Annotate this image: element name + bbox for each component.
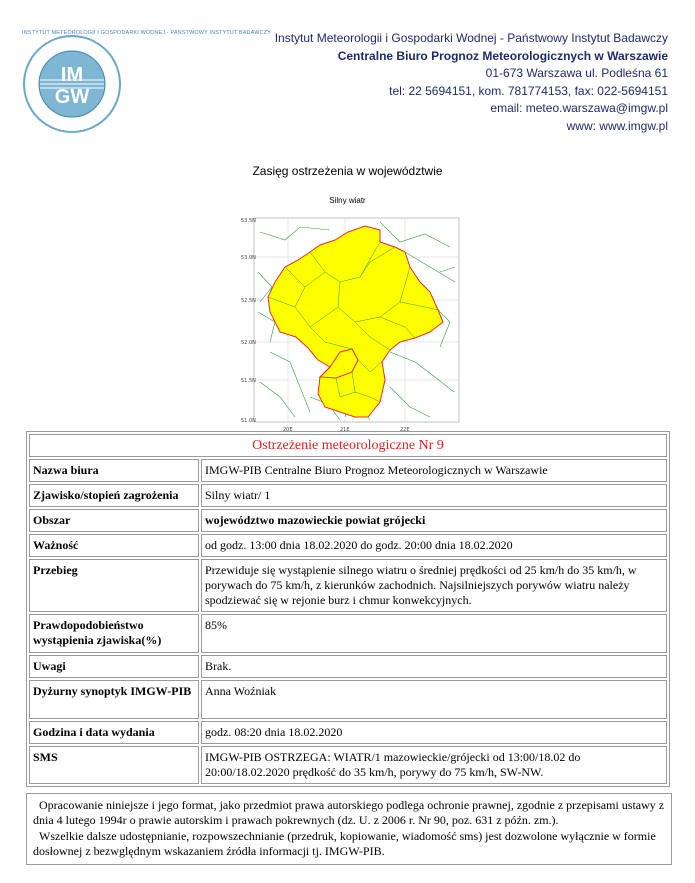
copyright-notice [26, 793, 672, 865]
table-row [29, 655, 667, 678]
phone: tel: 22 5694151, kom. 781774153, fax: 022-5694151 [389, 83, 668, 98]
row-label: Dyżurny synoptyk IMGW-PIB [29, 680, 199, 719]
lat-label: 51.0N [241, 418, 256, 424]
lon-label: 20E [283, 427, 293, 433]
table-row [29, 614, 667, 653]
warning-table [26, 431, 670, 787]
row-value: od godz. 13:00 dnia 18.02.2020 do godz. 20:00 dnia 18.02.2020 [201, 534, 667, 557]
row-label: Ważność [29, 534, 199, 557]
bureau-name: Centralne Biuro Prognoz Meteorologicznych w Warszawie [337, 48, 668, 63]
row-value: Silny wiatr/ 1 [201, 484, 667, 507]
lat-label: 52.0N [241, 340, 256, 346]
table-row [29, 559, 667, 612]
row-label: Przebieg [29, 559, 199, 612]
row-label: Uwagi [29, 655, 199, 678]
table-row [29, 534, 667, 557]
lat-label: 53.5N [241, 218, 256, 224]
row-label: Obszar [29, 509, 199, 532]
row-value: godz. 08:20 dnia 18.02.2020 [201, 721, 667, 744]
row-label: Prawdopodobieństwo wystąpienia zjawiska(%) [29, 614, 199, 653]
row-value: Anna Woźniak [201, 680, 667, 719]
copyright-paragraph: Opracowanie niniejsze i jego format, jako przedmiot prawa autorskiego podlega ochronie prawnej, zgodnie z przepisami ustawy z dnia 4 lutego 1994r o prawie autorskim i prawach pokrewnych (dz. U. z 2006 r. Nr 90, poz. 631 z późn. zm.). [33, 798, 665, 828]
lon-label: 21E [340, 427, 350, 433]
row-value: Przewiduje się wystąpienie silnego wiatru o średniej prędkości od 25 km/h do 35 km/h, w porywach do 75 km/h, z kierunków zachodnich. Najsilniejszych porywów wiatru należy spodziewać się w rejonie burz i chmur konwekcyjnych. [201, 559, 667, 612]
row-value: województwo mazowieckie powiat grójecki [201, 509, 667, 532]
lat-label: 51.5N [241, 378, 256, 384]
institution-header [275, 30, 668, 136]
row-label: Zjawisko/stopień zagrożenia [29, 484, 199, 507]
institution-name: Instytut Meteorologii i Gospodarki Wodnej - Państwowy Instytut Badawczy [274, 31, 668, 45]
lat-label: 52.5N [241, 298, 256, 304]
logo-text-top: IM [60, 64, 84, 86]
row-label: SMS [29, 746, 199, 784]
logo-ring-text: INSTYTUT METEOROLOGII I GOSPODARKI WODNEJ · PAŃSTWOWY INSTYTUT BADAWCZY [22, 30, 272, 36]
lon-label: 22E [400, 427, 410, 433]
map-title: Zasięg ostrzeżenia w województwie [252, 164, 443, 178]
logo-text-bottom: GW [54, 86, 90, 108]
table-row [29, 484, 667, 507]
row-label: Nazwa biura [29, 459, 199, 482]
table-row [29, 721, 667, 744]
table-row [29, 509, 667, 532]
row-value: IMGW-PIB OSTRZEGA: WIATR/1 mazowieckie/grójecki od 13:00/18.02 do 20:00/18.02.2020 prędkość do 35 km/h, porywy do 75 km/h, SW-NW. [201, 746, 667, 784]
table-row [29, 459, 667, 482]
lat-label: 53.0N [241, 255, 256, 261]
distribution-paragraph: Wszelkie dalsze udostępnianie, rozpowszechnianie (przedruk, kopiowanie, wiadomość sms) jest dozwolone wyłącznie w formie dosłownej z bezwględnym wskazaniem źródła informacji tj. IMGW-PIB. [33, 828, 656, 859]
row-label: Godzina i data wydania [29, 721, 199, 744]
warning-title: Ostrzeżenie meteorologiczne Nr 9 [29, 434, 667, 457]
row-value: 85% [201, 614, 667, 653]
row-value: Brak. [201, 655, 667, 678]
table-row [29, 680, 667, 719]
table-row [29, 746, 667, 784]
imgw-logo [22, 30, 272, 134]
map-subtitle: Silny wiatr [329, 196, 366, 205]
website[interactable]: www: www.imgw.pl [566, 118, 668, 133]
warning-map [240, 212, 465, 434]
address: 01-673 Warszawa ul. Podleśna 61 [485, 66, 668, 81]
email[interactable]: email: meteo.warszawa@imgw.pl [490, 101, 668, 116]
row-value: IMGW-PIB Centralne Biuro Prognoz Meteorologicznych w Warszawie [201, 459, 667, 482]
